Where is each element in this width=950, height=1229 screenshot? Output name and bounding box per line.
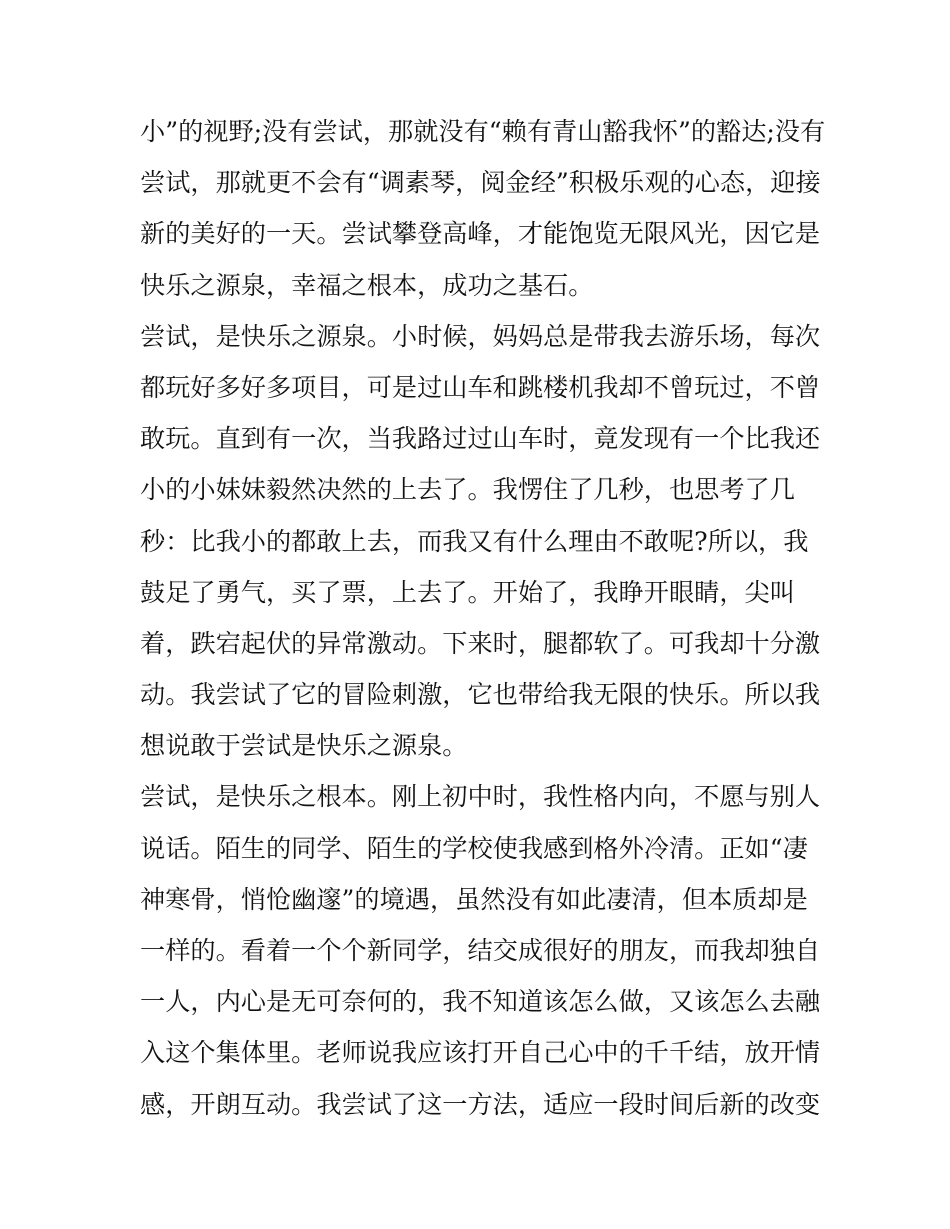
text-line: 都玩好多好多项目，可是过山车和跳楼机我却不曾玩过，不曾	[140, 372, 821, 402]
text-line: 动。我尝试了它的冒险刺激，它也带给我无限的快乐。所以我	[140, 680, 821, 710]
text-line: 尝试，是快乐之根本。刚上初中时，我性格内向，不愿与别人	[140, 782, 821, 812]
text-line: 入这个集体里。老师说我应该打开自己心中的千千结，放开情	[140, 1038, 821, 1068]
text-line: 一人，内心是无可奈何的，我不知道该怎么做，又该怎么去融	[140, 987, 821, 1017]
text-line: 小的小妹妹毅然决然的上去了。我愣住了几秒，也思考了几	[140, 475, 795, 505]
text-line: 尝试，是快乐之源泉。小时候，妈妈总是带我去游乐场，每次	[140, 321, 821, 351]
text-line: 小”的视野;没有尝试，那就没有“赖有青山豁我怀”的豁达;没有	[140, 117, 826, 146]
text-line: 尝试，那就更不会有“调素琴，阅金经”积极乐观的心态，迎接	[140, 168, 821, 198]
text-line: 着，跌宕起伏的异常激动。下来时，腿都软了。可我却十分激	[140, 628, 821, 658]
text-line: 敢玩。直到有一次，当我路过过山车时，竟发现有一个比我还	[140, 424, 821, 454]
text-line: 一样的。看着一个个新同学，结交成很好的朋友，而我却独自	[140, 936, 821, 965]
text-line: 想说敢于尝试是快乐之源泉。	[140, 731, 468, 761]
text-line: 说话。陌生的同学、陌生的学校使我感到格外冷清。正如“凄	[140, 833, 808, 863]
essay-text	[140, 106, 826, 1130]
text-line: 新的美好的一天。尝试攀登高峰，才能饱览无限风光，因它是	[140, 219, 821, 249]
text-line: 鼓足了勇气，买了票，上去了。开始了，我睁开眼睛，尖叫	[140, 577, 795, 607]
text-line: 快乐之源泉，幸福之根本，成功之基石。	[140, 270, 594, 300]
text-line: 感，开朗互动。我尝试了这一方法，适应一段时间后新的改变	[140, 1089, 821, 1119]
text-line: 秒：比我小的都敢上去，而我又有什么理由不敢呢?所以，我	[140, 526, 809, 556]
text-line: 神寒骨，悄怆幽邃”的境遇，虽然没有如此凄清，但本质却是	[140, 884, 808, 914]
